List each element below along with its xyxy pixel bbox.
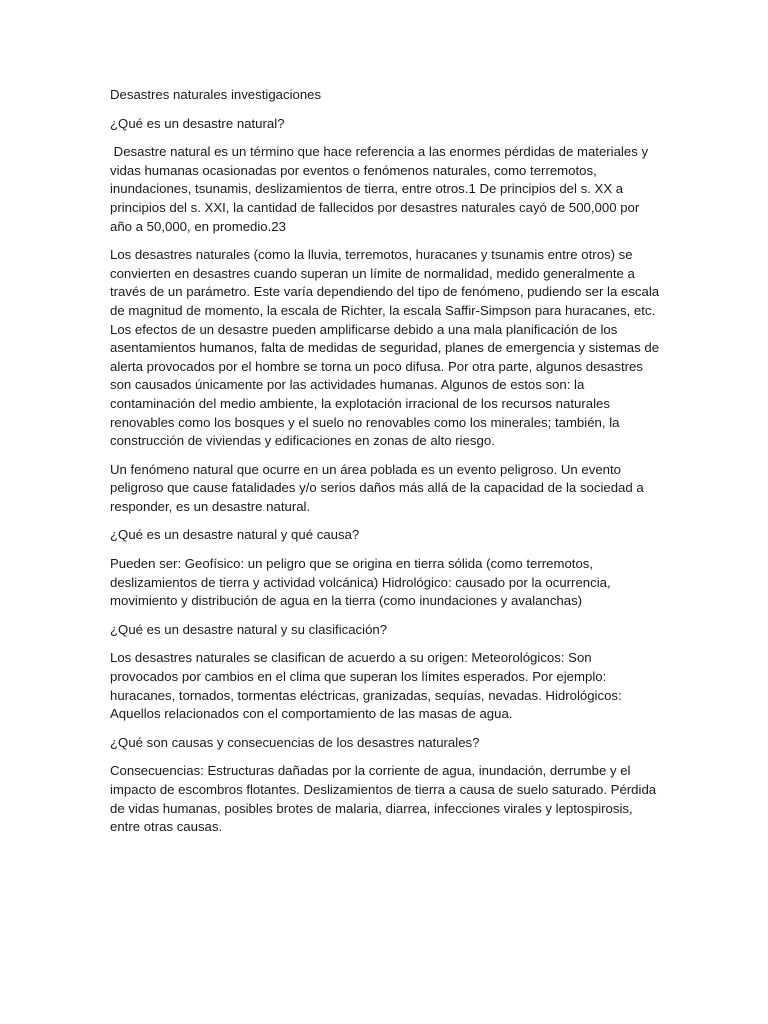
paragraph: Un fenómeno natural que ocurre en un área poblada es un evento peligroso. Un evento peligroso que cause fatalidades y/o serios daños más allá de la capacidad de la sociedad a responder, es un desastre natural. (110, 461, 644, 514)
paragraph: Los desastres naturales se clasifican de acuerdo a su origen: Meteorológicos: Son provocados por cambios en el clima que superan los límites esperados. Por ejemplo: huracanes, tornados, tormentas eléctricas, granizadas, sequías, nevadas. Hidrológicos: Aquellos relacionados con el comportamiento de las masas de agua. (110, 650, 622, 722)
paragraph: Desastre natural es un término que hace referencia a las enormes pérdidas de materiales y vidas humanas ocasionadas por eventos o fenómenos naturales, como terremotos, inundaciones, tsunamis, deslizamientos de tierra, entre otros.1 De principios del s. XX a principios del s. XXI, la cantidad de fallecidos por desastres naturales cayó de 500,000 por año a 50,000, en promedio.23 (110, 144, 652, 234)
section-question: ¿Qué es un desastre natural? (110, 115, 285, 131)
paragraph: Los desastres naturales (como la lluvia, terremotos, huracanes y tsunamis entre otros) se convierten en desastres cuando superan un límite de normalidad, medido generalmente a través de un parámetro. Este varía dependiendo del tipo de fenómeno, pudiendo ser la escala de magnitud de momento, la escala de Richter, la escala Saffir-Simpson para huracanes, etc. Los efectos de un desastre pueden amplificarse debido a una mala planificación de los asentamientos humanos, falta de medidas de seguridad, planes de emergencia y sistemas de alerta provocados por el hombre se torna un poco difusa. Por otra parte, algunos desastres son causados únicamente por las actividades humanas. Algunos de estos son: la contaminación del medio ambiente, la explotación irracional de los recursos naturales renovables como los bosques y el suelo no renovables como los minerales; también, la construcción de viviendas y edificaciones en zonas de alto riesgo. (110, 247, 660, 449)
paragraph: Pueden ser: Geofísico: un peligro que se origina en tierra sólida (como terremotos, deslizamientos de tierra y actividad volcánica) Hidrológico: causado por la ocurrencia, movimiento y distribución de agua en la tierra (como inundaciones y avalanchas) (110, 556, 611, 609)
document-title: Desastres naturales investigaciones (110, 87, 322, 102)
document-body (110, 86, 662, 847)
section-question: ¿Qué es un desastre natural y su clasificación? (110, 621, 388, 637)
paragraph: Consecuencias: Estructuras dañadas por la corriente de agua, inundación, derrumbe y el impacto de escombros flotantes. Deslizamientos de tierra a causa de suelo saturado. Pérdida de vidas humanas, posibles brotes de malaria, diarrea, infecciones virales y leptospirosis, entre otras causas. (110, 763, 657, 835)
section-question: ¿Qué es un desastre natural y qué causa? (110, 527, 360, 543)
section-question: ¿Qué son causas y consecuencias de los desastres naturales? (110, 734, 480, 750)
